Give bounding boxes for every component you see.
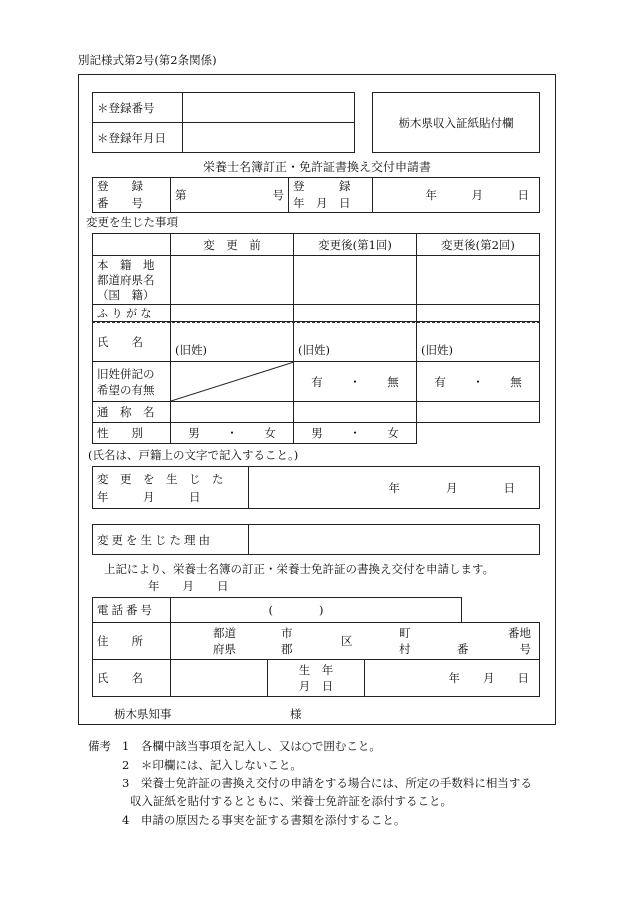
note-item-1: 1 各欄中該当事項を記入し、又は○で囲むこと。	[122, 739, 381, 753]
tsusho-before[interactable]	[171, 402, 294, 423]
heiki-after-2[interactable]: 有 ・ 無	[417, 362, 540, 402]
sex-before[interactable]: 男 ・ 女	[171, 423, 294, 444]
honseki-after-1[interactable]	[294, 256, 417, 305]
office-use-table	[92, 92, 355, 153]
note-item-4: 4 申請の原因たる事実を証する書類を添付すること。	[122, 813, 406, 827]
phone-label: 電話番号	[93, 598, 171, 623]
honorific-sama: 様	[290, 707, 302, 721]
header-before: 変 更 前	[171, 234, 294, 256]
name-note: (氏名は、戸籍上の文字で記入すること。)	[88, 448, 299, 462]
changes-table	[92, 233, 540, 444]
name-before[interactable]: (旧姓)	[171, 322, 294, 362]
furigana-label: ふ り が な	[93, 305, 171, 322]
reg-date-row-field[interactable]: 年 月 日	[373, 178, 540, 213]
form-reference: 別記様式第2号(第2条関係)	[78, 53, 217, 67]
note-item-2: 2 ＊印欄には、記入しないこと。	[122, 758, 302, 772]
tsusho-after-2[interactable]	[417, 402, 540, 423]
governor-label: 栃木県知事	[114, 707, 172, 721]
registration-table	[92, 177, 540, 213]
stamp-label: 栃木県収入証紙貼付欄	[373, 93, 540, 153]
form-title: 栄養士名簿訂正・免許証書換え交付申請書	[202, 160, 431, 174]
birth-label: 生 年 月 日	[268, 660, 365, 697]
sex-after-1[interactable]: 男 ・ 女	[294, 423, 417, 444]
header-after-1: 変更後(第1回)	[294, 234, 417, 256]
furigana-after-2[interactable]	[417, 305, 540, 322]
applicant-name-label: 氏 名	[93, 660, 171, 697]
phone-spacer	[462, 598, 540, 623]
diagonal-line	[171, 362, 294, 401]
reason-field[interactable]	[249, 525, 540, 555]
name-label: 氏 名	[93, 322, 171, 362]
reg-date-row-label: 登 録 年 月 日	[289, 178, 373, 213]
furigana-divider	[92, 322, 540, 323]
declaration-date: 年 月 日	[148, 579, 229, 593]
address-field[interactable]: 都道 府県 市 郡 区 町 村 番 番地 号	[171, 623, 540, 660]
heiki-before-diagonal	[171, 362, 294, 402]
reason-table	[92, 524, 540, 555]
name-after-1[interactable]: (旧姓)	[294, 322, 417, 362]
header-after-2: 変更後(第2回)	[417, 234, 540, 256]
birth-field[interactable]: 年 月 日	[365, 660, 540, 697]
honseki-before[interactable]	[171, 256, 294, 305]
change-date-label: 変 更 を 生 じ た 年 月 日	[93, 467, 249, 509]
heiki-after-1[interactable]: 有 ・ 無	[294, 362, 417, 402]
reg-date-label: ＊登録年月日	[93, 123, 183, 153]
applicant-name-field[interactable]	[171, 660, 268, 697]
changes-section-label: 変更を生じた事項	[86, 215, 178, 229]
note-item-3-cont: 収入証紙を貼付するとともに、栄養士免許証を添付すること。	[130, 794, 452, 808]
sex-label: 性 別	[93, 423, 171, 444]
honseki-label: 本 籍 地 都道府県名 （国 籍）	[93, 256, 171, 305]
furigana-after-1[interactable]	[294, 305, 417, 322]
sex-after-2-empty	[417, 423, 540, 444]
stamp-box	[372, 92, 540, 153]
reg-number-field[interactable]	[183, 93, 355, 123]
reg-number-label: ＊登録番号	[93, 93, 183, 123]
reg-no-label: 登 録 番 号	[93, 178, 171, 213]
tsusho-after-1[interactable]	[294, 402, 417, 423]
furigana-before[interactable]	[171, 305, 294, 322]
honseki-after-2[interactable]	[417, 256, 540, 305]
declaration: 上記により、栄養士名簿の訂正・栄養士免許証の書換え交付を申請します。	[104, 562, 495, 576]
change-date-field[interactable]: 年 月 日	[249, 467, 540, 509]
name-after-2[interactable]: (旧姓)	[417, 322, 540, 362]
tsusho-label: 通 称 名	[93, 402, 171, 423]
phone-field[interactable]: ( )	[171, 598, 462, 623]
heiki-label: 旧姓併記の 希望の有無	[93, 362, 171, 402]
note-item-3: 3 栄養士免許証の書換え交付の申請をする場合には、所定の手数料に相当する	[122, 776, 532, 790]
notes-lead: 備考	[88, 739, 111, 753]
reason-label: 変更を生じた理由	[93, 525, 249, 555]
reg-date-field[interactable]	[183, 123, 355, 153]
address-label: 住 所	[93, 623, 171, 660]
reg-no-field[interactable]: 第 号	[171, 178, 289, 213]
applicant-table	[92, 597, 540, 697]
corner-cell	[93, 234, 171, 256]
change-date-table	[92, 466, 540, 509]
